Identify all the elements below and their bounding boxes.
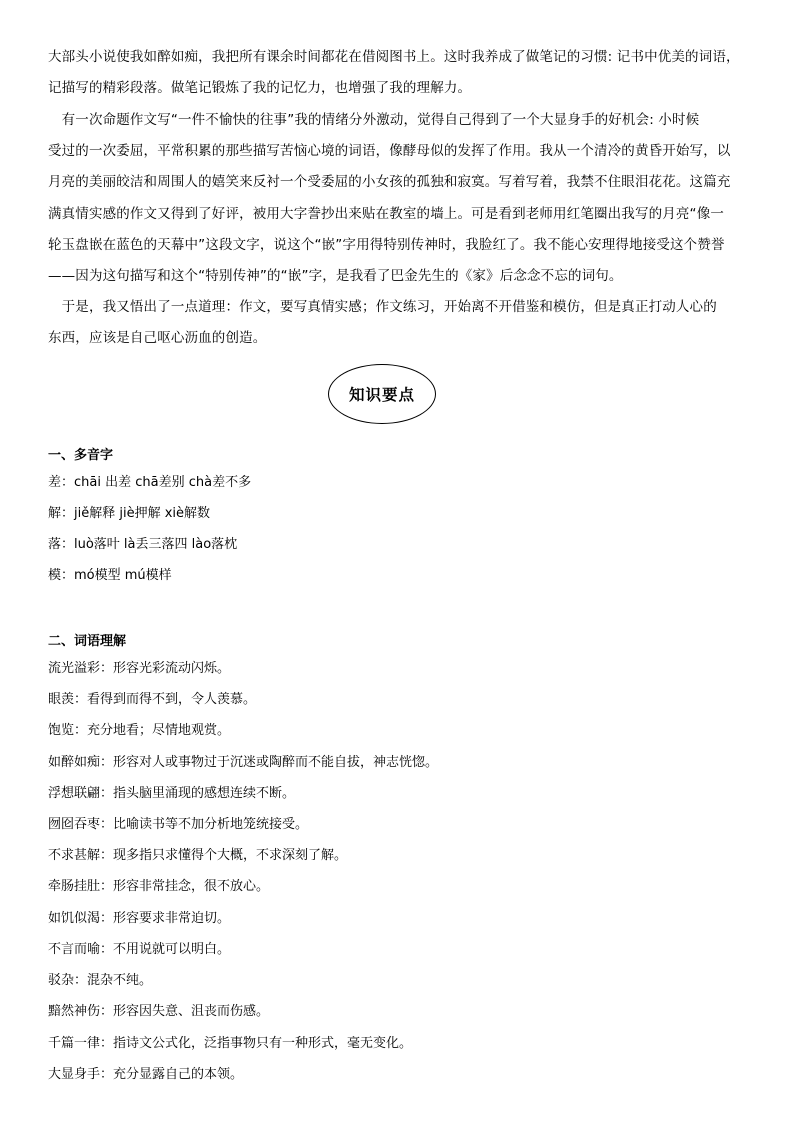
polyphonic-item: 差：chāi 出差 chā差别 chà差不多 — [48, 475, 252, 490]
vocabulary-item: 黯然神伤：形容因失意、沮丧而伤感。 — [48, 1004, 270, 1019]
vocabulary-item: 大显身手：充分显露自己的本领。 — [48, 1067, 244, 1082]
essay-line: ——因为这句描写和这个“特别传神”的“嵌”字，是我看了巴金先生的《家》后念念不忘的词句。 — [48, 268, 623, 284]
essay-line: 于是，我又悟出了一点道理：作文，要写真情实感；作文练习，开始离不开借鉴和模仿，但是真正打动人心的 — [48, 299, 717, 315]
polyphonic-item: 模：mó模型 mú模样 — [48, 568, 172, 583]
section-title-oval — [328, 364, 436, 424]
essay-line: 月亮的美丽皎洁和周围人的嬉笑来反衬一个受委屈的小女孩的孤独和寂寞。写着写着，我禁不住眼泪花花。这篇充 — [48, 174, 731, 190]
essay-line: 受过的一次委屈，平常积累的那些描写苦恼心境的词语，像酵母似的发挥了作用。我从一个清冷的黄昏开始写，以 — [48, 143, 731, 159]
vocabulary-item: 不言而喻：不用说就可以明白。 — [48, 942, 231, 957]
essay-line: 东西，应该是自己呕心沥血的创造。 — [48, 330, 267, 346]
vocabulary-item: 眼羡：看得到而得不到，令人羡慕。 — [48, 692, 257, 707]
vocabulary-item: 驳杂：混杂不纯。 — [48, 973, 153, 988]
vocabulary-item: 饱览：充分地看；尽情地观赏。 — [48, 723, 231, 738]
vocabulary-heading: 二、词语理解 — [48, 634, 127, 649]
vocabulary-item: 流光溢彩：形容光彩流动闪烁。 — [48, 661, 231, 676]
polyphonic-heading: 一、多音字 — [48, 448, 114, 463]
section-title: 知识要点 — [348, 386, 415, 404]
polyphonic-item: 落：luò落叶 là丢三落四 lào落枕 — [48, 537, 238, 552]
essay-line: 轮玉盘嵌在蓝色的天幕中”这段文字，说这个“嵌”字用得特别传神时，我脸红了。我不能心安理得地接受这个赞誉 — [48, 237, 725, 253]
vocabulary-item: 牵肠挂肚：形容非常挂念，很不放心。 — [48, 879, 270, 894]
essay-line: 记描写的精彩段落。做笔记锻炼了我的记忆力，也增强了我的理解力。 — [48, 80, 472, 96]
vocabulary-item: 不求甚解：现多指只求懂得个大概，不求深刻了解。 — [48, 848, 348, 863]
vocabulary-item: 如饥似渴：形容要求非常迫切。 — [48, 911, 231, 926]
essay-line: 大部头小说使我如醉如痴，我把所有课余时间都花在借阅图书上。这时我养成了做笔记的习惯: 记书中优美的词语， — [48, 49, 740, 65]
essay-line: 满真情实感的作文又得到了好评，被用大字誊抄出来贴在教室的墙上。可是看到老师用红笔圈出我写的月亮“像一 — [48, 206, 724, 222]
vocabulary-item: 囫囵吞枣：比喻读书等不加分析地笼统接受。 — [48, 817, 309, 832]
vocabulary-item: 浮想联翩：指头脑里涌现的感想连续不断。 — [48, 786, 296, 801]
polyphonic-item: 解：jiě解释 jiè押解 xiè解数 — [48, 506, 211, 521]
vocabulary-item: 千篇一律：指诗文公式化，泛指事物只有一种形式，毫无变化。 — [48, 1036, 413, 1051]
essay-line: 有一次命题作文写“一件不愉快的往事”我的情绪分外激动，觉得自己得到了一个大显身手的好机会: 小时候 — [48, 112, 700, 128]
vocabulary-item: 如醉如痴：形容对人或事物过于沉迷或陶醉而不能自拔，神志恍惚。 — [48, 755, 439, 770]
